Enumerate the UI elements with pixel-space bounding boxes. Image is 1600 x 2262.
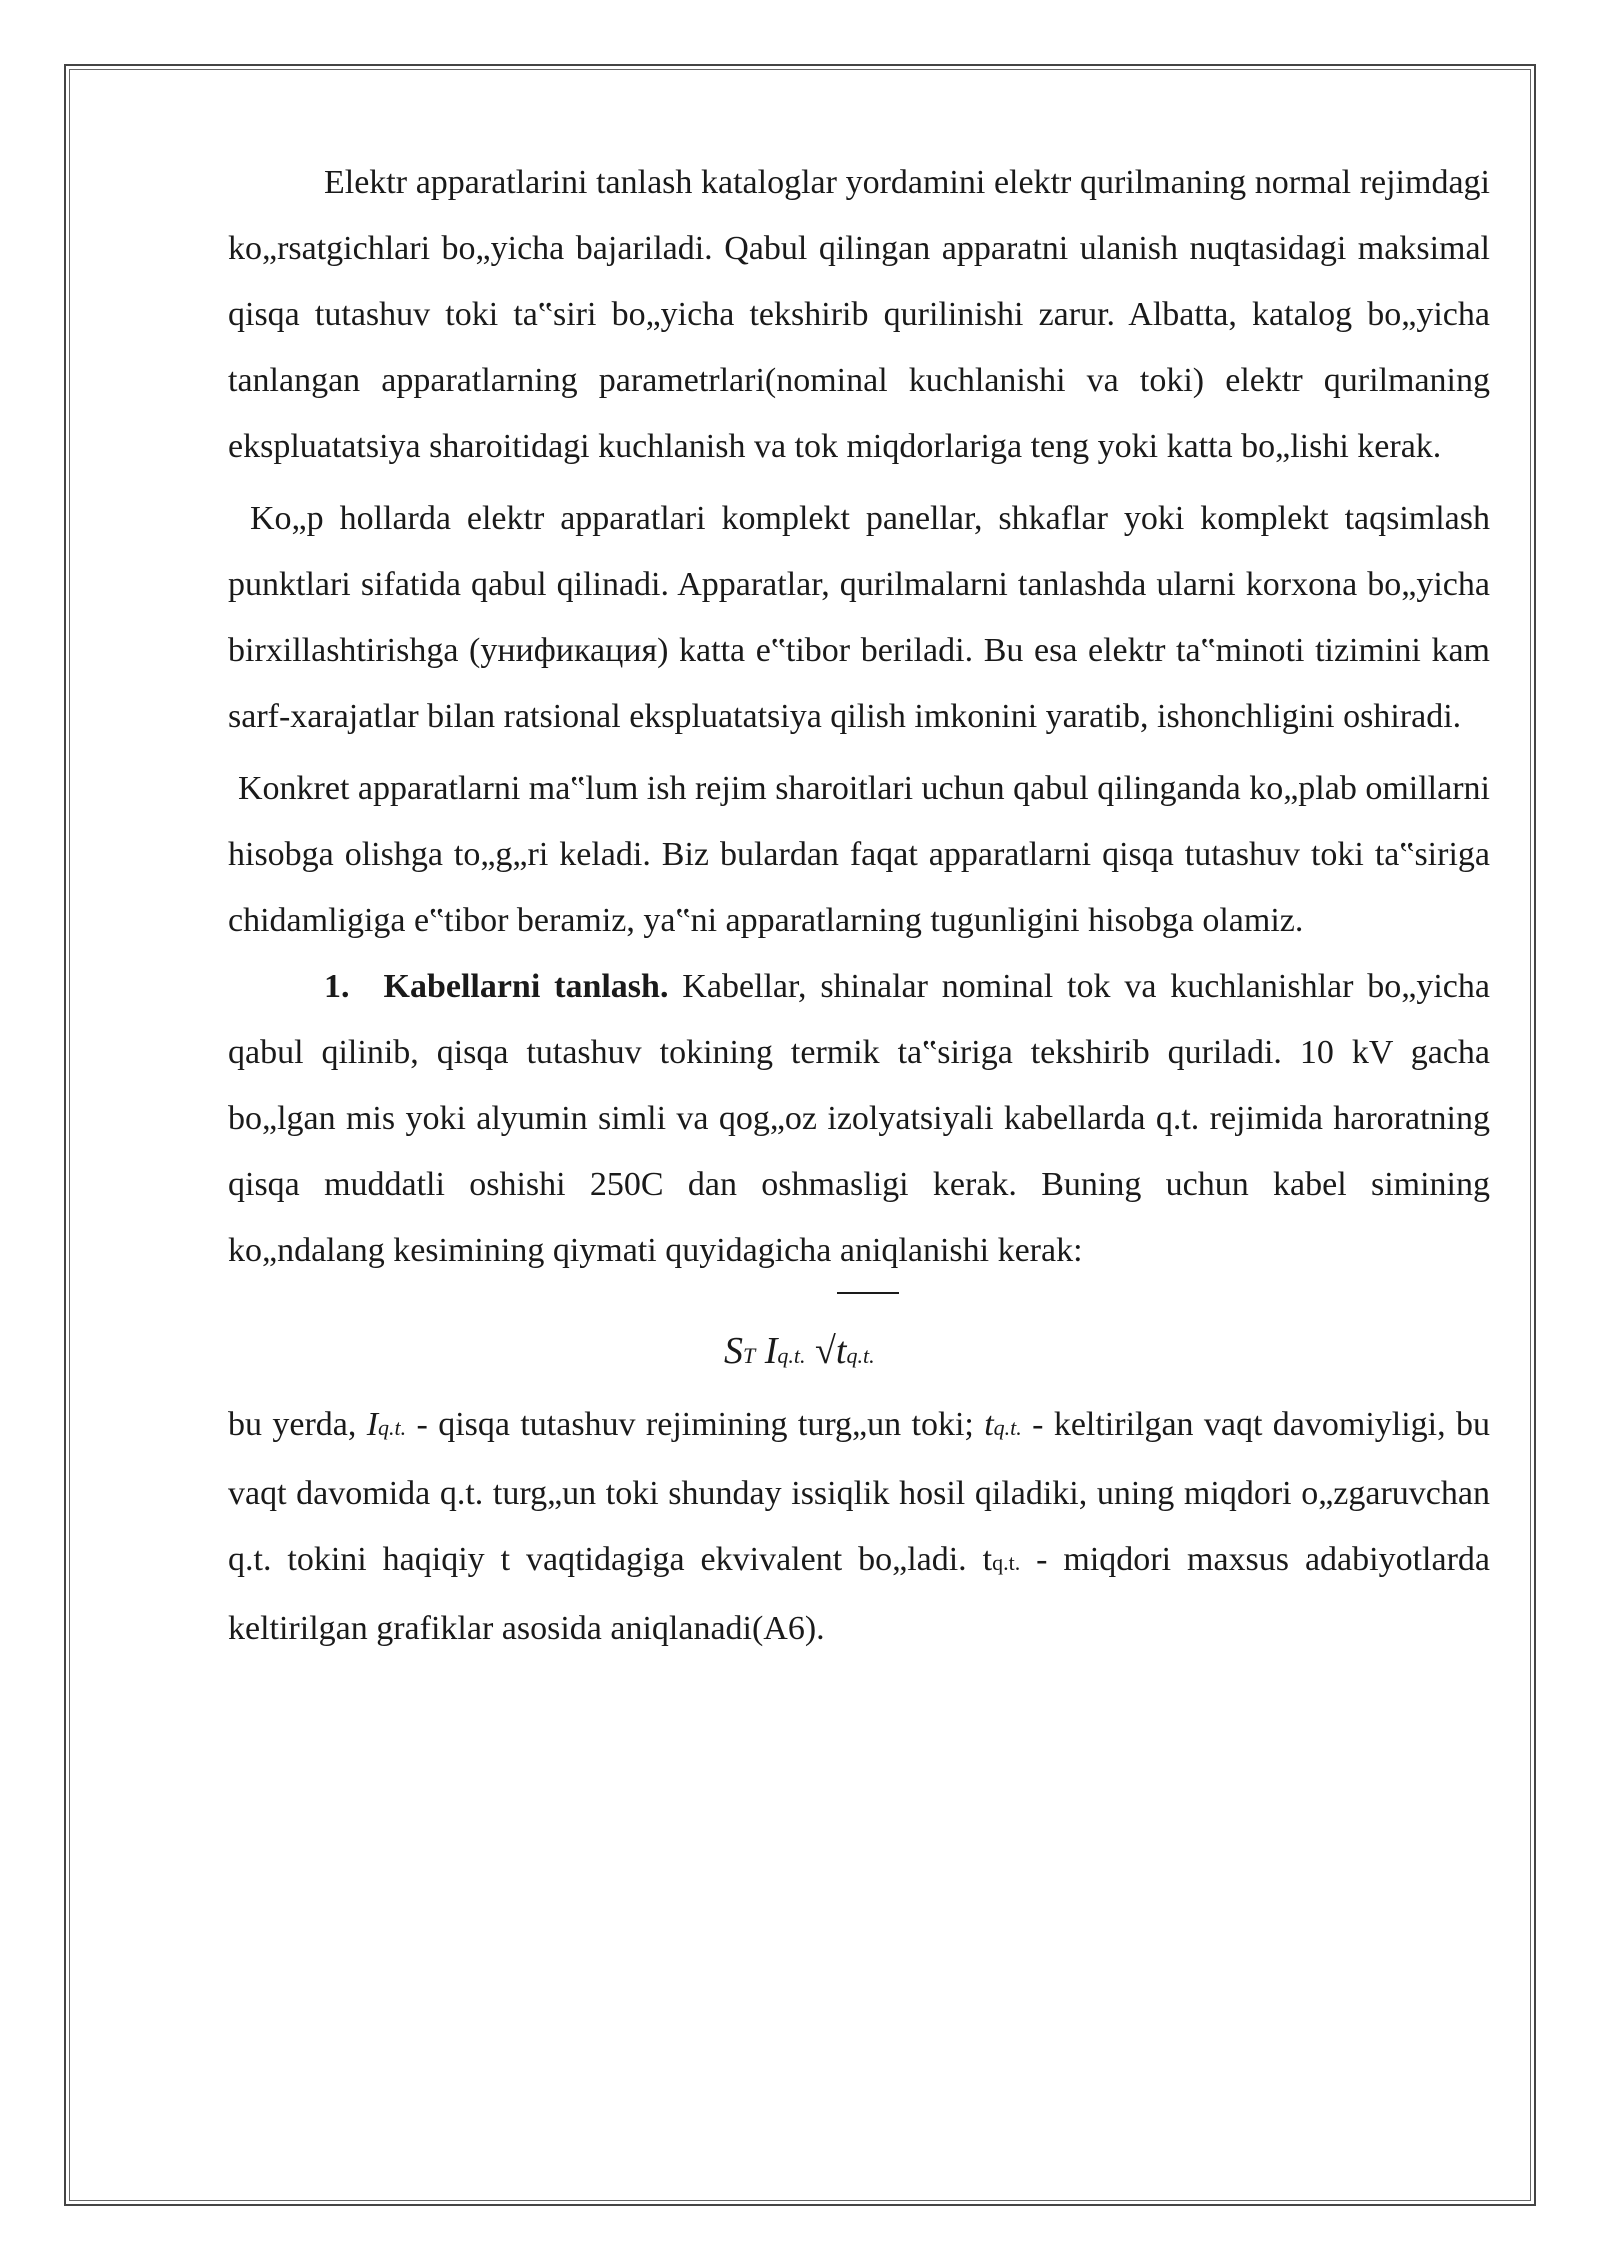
- var-i: I: [366, 1406, 379, 1443]
- paragraph-definitions: [228, 1392, 1490, 1662]
- paragraph-panels: Ko„p hollarda elektr apparatlari komplekt panellar, shkaflar yoki komplekt taqsimlash punktlari sifatida qabul qilinadi. Apparatlar, qurilmalarni tanlashda ularni korxona bo„yicha birxillashtirishga (унификация) katta e‟tibor beriladi. Bu esa elektr ta‟minoti tizimini kam sarf-xarajatlar bilan ratsional ekspluatatsiya qilish imkonini yaratib, ishonchligini oshiradi.: [228, 500, 1490, 735]
- formula-t-sub: q.t.: [846, 1343, 875, 1368]
- sqrt-sign: √: [815, 1330, 836, 1372]
- var-t: t: [984, 1406, 994, 1443]
- formula-s-sub: T: [743, 1343, 756, 1368]
- formula-i: I: [764, 1330, 778, 1372]
- cross-section-formula: [724, 1318, 875, 1389]
- paragraph-intro: Elektr apparatlarini tanlash kataloglar yordamini elektr qurilmaning normal rejimdagi ko„rsatgichlari bo„yicha bajariladi. Qabul qilingan apparatni ulanish nuqtasidagi maksimal qisqa tutashuv toki ta‟siri bo„yicha tekshirib qurilinishi zarur. Albatta, katalog bo„yicha tanlangan apparatlarning parametrlari(nominal kuchlanishi va toki) elektr qurilmaning ekspluatatsiya sharoitidagi kuchlanish va tok miqdorlariga teng yoki katta bo„lishi kerak.: [228, 164, 1490, 465]
- var-t-sub: q.t.: [993, 1415, 1022, 1440]
- section-text: Kabellar, shinalar nominal tok va kuchlanishlar bo„yicha qabul qilinib, qisqa tutashuv tokining termik ta‟siriga tekshirib quriladi. 10 kV gacha bo„lgan mis yoki alyumin simli va qog„oz izolyatsiyali kabellarda q.t. rejimida haroratning qisqa muddatli oshishi 250C dan oshmasligi kerak. Buning uchun kabel simining ko„ndalang kesimining qiymati quyidagicha aniqlanishi kerak:: [228, 968, 1490, 1269]
- sqrt-bar: [837, 1292, 899, 1294]
- section-number: 1.: [324, 968, 350, 1005]
- definitions-rest: - keltirilgan vaqt davomiyligi, bu vaqt davomida q.t. turg„un toki shunday issiqlik hosil qiladiki, uning miqdori o„zgaruvchan q.t. tokini haqiqiy t vaqtidagiga ekvivalent bo„ladi. t: [228, 1406, 1490, 1578]
- paragraph-cable-selection: [228, 954, 1490, 1284]
- definitions-mid: - qisqa tutashuv rejimining turg„un toki;: [406, 1406, 985, 1443]
- document-body: [228, 150, 1490, 1662]
- formula-i-sub: q.t.: [777, 1343, 806, 1368]
- formula-s: S: [724, 1330, 743, 1372]
- definitions-end: - miqdori maxsus adabiyotlarda keltirilgan grafiklar asosida aniqlanadi(A6).: [228, 1541, 1490, 1647]
- var-i-sub: q.t.: [378, 1415, 407, 1440]
- formula-block: [228, 1284, 1490, 1392]
- tqt-sub: q.t.: [992, 1550, 1021, 1575]
- section-heading: Kabellarni tanlash.: [383, 968, 669, 1005]
- paragraph-specific-apparatus: Konkret apparatlarni ma‟lum ish rejim sharoitlari uchun qabul qilinganda ko„plab omillarni hisobga olishga to„g„ri keladi. Biz bulardan faqat apparatlarni qisqa tutashuv toki ta‟siriga chidamligiga e‟tibor beramiz, ya‟ni apparatlarning tugunligini hisobga olamiz.: [228, 770, 1490, 939]
- formula-t: t: [835, 1330, 847, 1372]
- formula-sqrt: [815, 1318, 875, 1389]
- definitions-start: bu yerda,: [228, 1406, 367, 1443]
